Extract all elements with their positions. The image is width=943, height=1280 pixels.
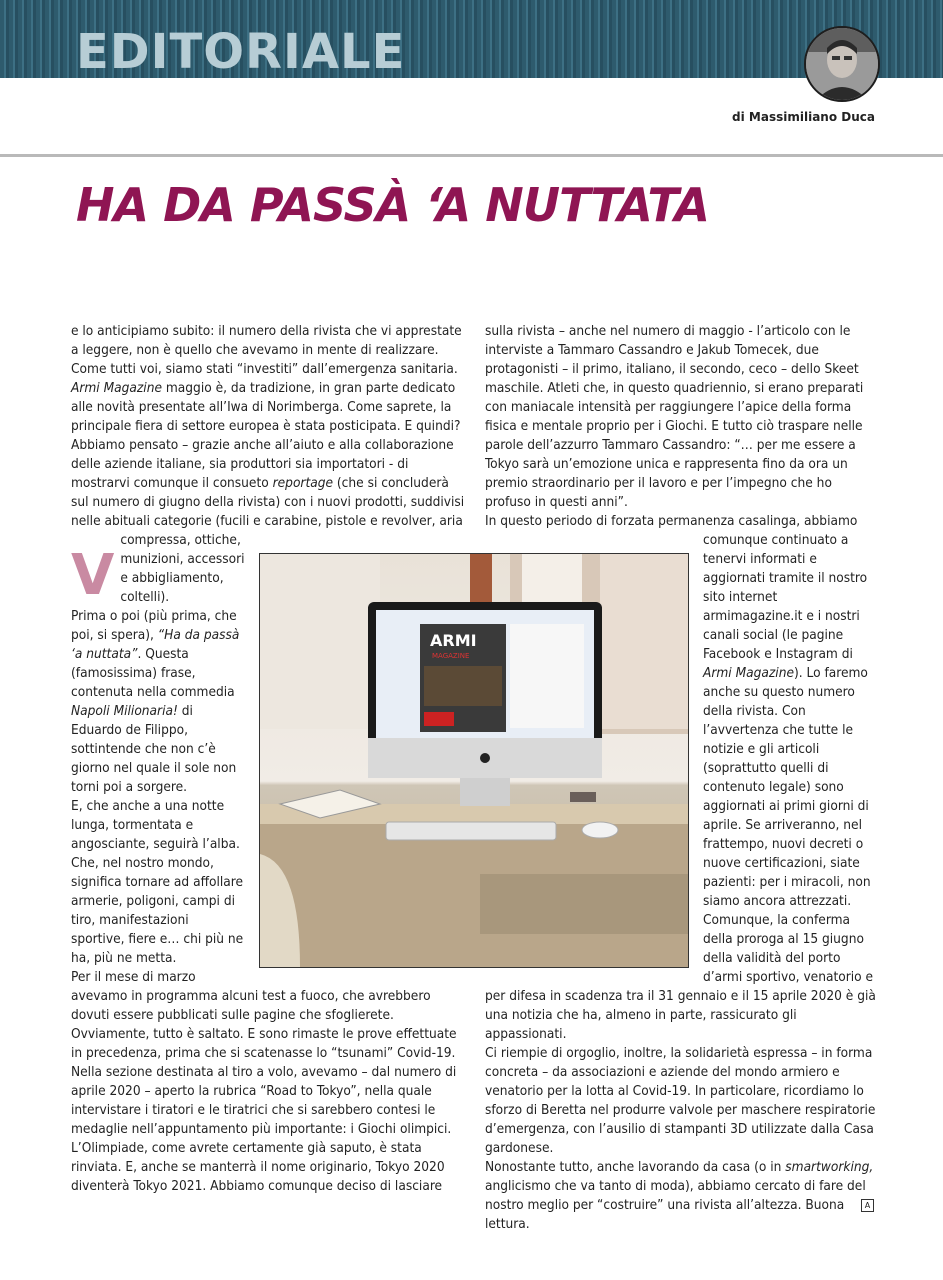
section-title: EDITORIALE (76, 24, 406, 80)
divider (0, 154, 943, 157)
paragraph: Ci riempie di orgoglio, inoltre, la solidarietà espressa – in forma concreta – da associazioni e aziende del mondo armiero e venatorio per la lotta al Covid-19. In particolare, ricordiamo lo sforzo di Beretta nel produrre valvole per maschere respiratorie d’emergenza, con l’ausilio di stampanti 3D utilizzate dalla Casa gardonese. (485, 1045, 876, 1156)
paragraph: Nonostante tutto, anche lavorando da casa (o in smartworking, anglicismo che va tanto di moda), abbiamo cercato di fare del nostro meglio per “costruire” una rivista all’altezza. Buona lettura. (485, 1159, 874, 1232)
article-photo (259, 553, 689, 968)
paragraph: e lo anticipiamo subito: il numero della rivista che vi apprestate a leggere, non è quello che avevamo in mente di realizzare. Come tutti voi, siamo stati “investiti” dall’emergenza sanitaria. (71, 323, 462, 377)
drop-cap: V (71, 543, 115, 608)
paragraph: Prima o poi (più prima, che poi, si spera), “Ha da passà ‘a nuttata”. Questa (famosissima) frase, contenuta nella commedia Napoli Milionaria! di Eduardo de Filippo, sottintende che non c’è giorno nel quale il sole non torni poi a sorgere. (71, 608, 240, 795)
paragraph: Armi Magazine maggio è, da tradizione, in gran parte dedicato alle novità presentate all’Iwa di Norimberga. Come saprete, la principale fiera di settore europea è stata posticipata. E quindi? Abbiamo pensato – grazie anche all’aiuto e alla collaborazione delle aziende italiane, sia produttori sia importatori - di mostrarvi comunque il consueto reportage (che si concluderà sul numero di giugno della rivista) con i nuovi prodotti, suddivisi nelle abituali categorie (fucili e carabine, pistole e revolver, aria compressa, ottiche, munizioni, accessori e abbigliamento, coltelli). (71, 380, 465, 605)
paragraph: sulla rivista – anche nel numero di maggio - l’articolo con le interviste a Tammaro Cassandro e Jakub Tomecek, due protagonisti – il primo, italiano, il secondo, ceco – dello Skeet maschile. Atleti che, in questo quadriennio, si erano preparati con maniacale intensità per raggiungere l’apice della forma fisica e mentale proprio per i Giochi. E tutto ciò traspare nelle parole dell’azzurro Tammaro Cassandro: “… per me essere a Tokyo sarà un’emozione unica e rappresenta fino da ora un premio straordinario per il lavoro e per l’impegno che ho profuso in questi anni”. (485, 323, 864, 510)
author-portrait-icon (806, 28, 878, 100)
screen-magazine-logo: ARMI (430, 631, 477, 650)
paragraph: Nella sezione destinata al tiro a volo, avevamo – dal numero di aprile 2020 – aperto la rubrica “Road to Tokyo”, nella quale intervistare i tiratori e le tiratrici che si sarebbero contesi le medaglie nell’appuntamento più importante: i Giochi olimpici. L’Olimpiade, come avrete certamente già saputo, è stata rinviata. E, anche se manterrà il nome originario, Tokyo 2020 diventerà Tokyo 2021. Abbiamo comunque deciso di lasciare (71, 1064, 457, 1194)
byline: di Massimiliano Duca (732, 110, 875, 124)
paragraph: In questo periodo di forzata permanenza casalinga, abbiamo comunque continuato a tenervi informati e aggiornati tramite il nostro sito internet armimagazine.it e i nostri canali social (le pagine Facebook e Instagram di Armi Magazine). Lo faremo anche su questo numero della rivista. Con l’avvertenza che tutte le notizie e gli articoli (soprattutto quelli di contenuto legale) sono aggiornati ai primi giorni di aprile. Se arriveranno, nel frattempo, nuovi decreti o nuove certificazioni, siate pazienti: per i miracoli, non siamo ancora attrezzati. Comunque, la conferma della proroga al 15 giugno della validità del porto d’armi sportivo, venatorio e per difesa in scadenza tra il 31 gennaio e il 15 aprile 2020 è già una notizia che ha, almeno in parte, rassicurato gli appassionati. (485, 513, 876, 1042)
author-avatar (804, 26, 880, 102)
paragraph: E, che anche a una notte lunga, tormentata e angosciante, seguirà l’alba. Che, nel nostro mondo, significa tornare ad affollare armerie, poligoni, campi di tiro, manifestazioni sportive, fiere e… chi più ne ha, più ne metta. (71, 798, 244, 966)
apple-logo-icon (480, 753, 490, 763)
screen-magazine-sub: MAGAZINE (432, 652, 470, 660)
imac-desk-illustration (260, 554, 688, 967)
paragraph: Per il mese di marzo avevamo in programma alcuni test a fuoco, che avrebbero dovuti essere pubblicati sulle pagine che sfoglierete. Ovviamente, tutto è saltato. E sono rimaste le prove effettuate in precedenza, prima che si scatenasse lo “tsunami” Covid-19. (71, 969, 457, 1061)
end-of-article-icon: A (861, 1199, 874, 1212)
headline: HA DA PASSÀ ‘A NUTTATA (76, 178, 709, 232)
